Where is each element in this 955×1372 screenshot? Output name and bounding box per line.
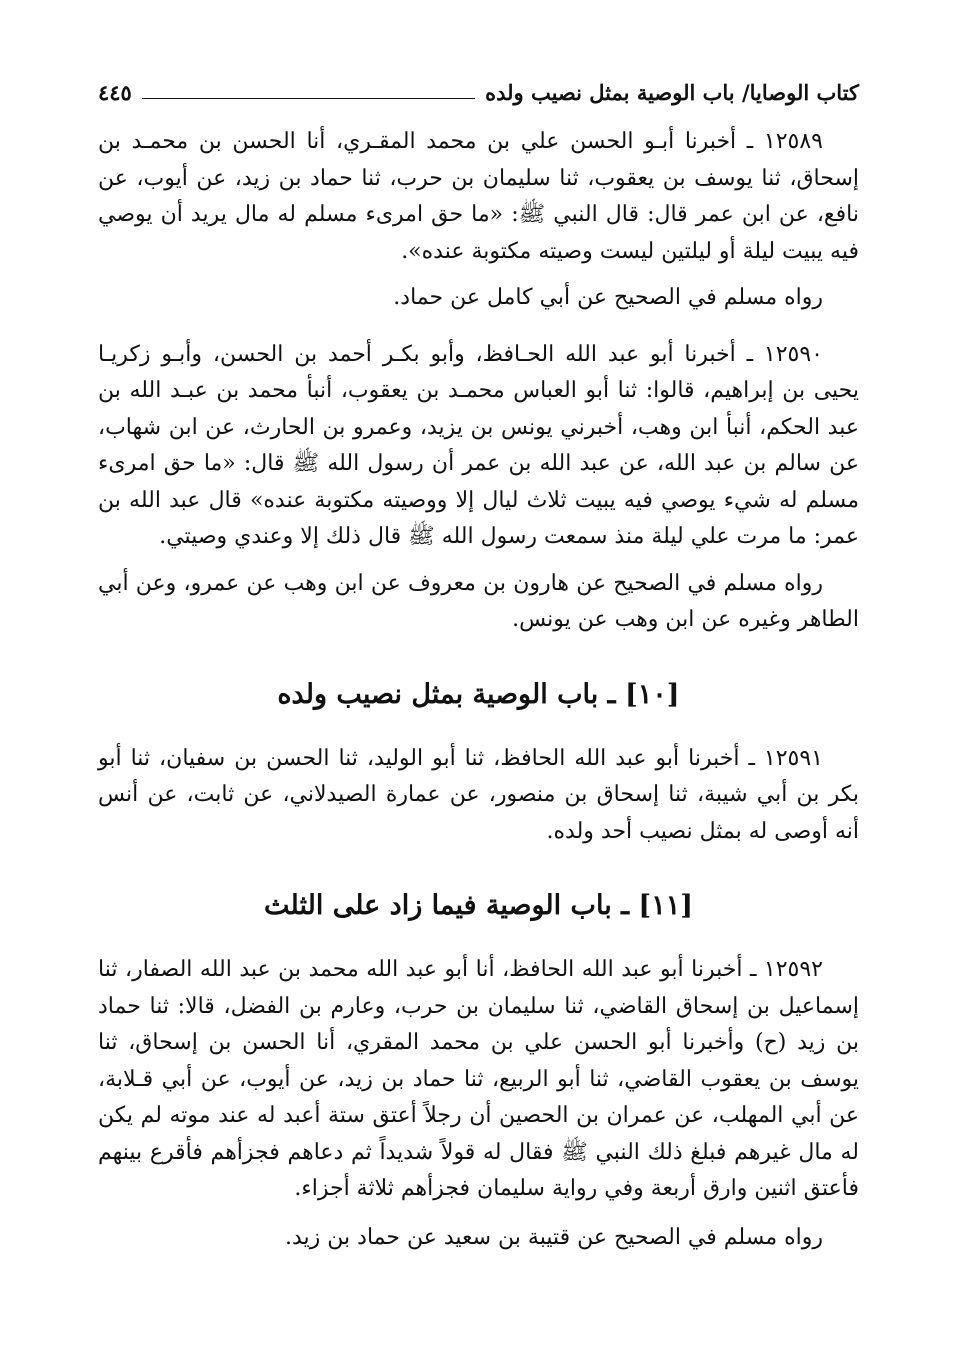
header-rule bbox=[142, 98, 475, 99]
page-body bbox=[98, 124, 859, 1256]
hadith-12590: ١٢٥٩٠ ـ أخبرنا أبو عبد الله الحـافظ، وأبو بكـر أحمد بن الحسن، وأبـو زكريـا يحيى بن إبراهيم، قالوا: ثنا أبو العباس محمـد بن يعقوب، أنبأ محمد بن عبـد الله بن عبد الحكم، أنبأ ابن وهب، أخبرني يونس بن يزيد، وعمرو بن الحارث، عن ابن شهاب، عن سالم بن عبد الله، عن عبد الله بن عمر أن رسول الله ﷺ قال: «ما حق امرىء مسلم له شيء يوصي فيه يبيت ثلاث ليال إلا ووصيته مكتوبة عنده» قال عبد الله بن عمر: ما مرت علي ليلة منذ سمعت رسول الله ﷺ قال ذلك إلا وعندي وصيتي. bbox=[98, 341, 859, 549]
page-number: ٤٤٥ bbox=[98, 79, 132, 105]
running-header bbox=[98, 72, 859, 112]
note-12590: رواه مسلم في الصحيح عن هارون بن معروف عن ابن وهب عن عمرو، وعن أبي الطاهر وغيره عن ابن وهب عن يونس. bbox=[98, 570, 859, 632]
hadith-12592: ١٢٥٩٢ ـ أخبرنا أبو عبد الله الحافظ، أنا أبو عبد الله محمد بن عبد الله الصفار، ثنا إسماعيل بن إسحاق القاضي، ثنا سليمان بن حرب، وعارم بن الفضل، قالا: ثنا حماد بن زيد (ح) وأخبرنا أبو الحسن علي بن محمد المقري، أنا الحسن بن إسحاق، ثنا يوسف بن يعقوب القاضي، ثنا أبو الربيع، ثنا حماد بن زيد، عن أيوب، عن أبي قـلابة، عن أبي المهلب، عن عمران بن الحصين أن رجلاً أعتق ستة أعبد له عند موته لم يكن له مال غيرهم فبلغ ذلك النبي ﷺ فقال له قولاً شديداً ثم دعاهم فجزأهم فأقرع بينهم فأعتق اثنين وارق أربعة وفي رواية سليمان فجزأهم ثلاثة أجزاء. bbox=[98, 957, 859, 1201]
hadith-12591: ١٢٥٩١ ـ أخبرنا أبو عبد الله الحافظ، ثنا أبو الوليد، ثنا الحسن بن سفيان، ثنا أبو بكر بن أبي شيبة، ثنا إسحاق بن منصور، عن عمارة الصيدلاني، عن ثابت، عن أنس أنه أوصى له بمثل نصيب أحد ولده. bbox=[98, 745, 859, 844]
note-12589: رواه مسلم في الصحيح عن أبي كامل عن حماد. bbox=[393, 285, 823, 310]
hadith-12589: ١٢٥٨٩ ـ أخبرنا أبـو الحسن علي بن محمد المقـري، أنا الحسن بن محمـد بن إسحاق، ثنا يوسف بن يعقوب، ثنا سليمان بن حرب، ثنا حماد بن زيد، عن أيوب، عن نافع، عن ابن عمر قال: قال النبي ﷺ: «ما حق امرىء مسلم له مال يريد أن يوصي فيه يبيت ليلة أو ليلتين ليست وصيته مكتوبة عنده». bbox=[98, 129, 859, 264]
note-12592: رواه مسلم في الصحيح عن قتيبة بن سعيد عن حماد بن زيد. bbox=[285, 1224, 823, 1250]
chapter-heading-11: [١١] ـ باب الوصية فيما زاد على الثلث bbox=[264, 890, 693, 921]
chapter-heading-10: [١٠] ـ باب الوصية بمثل نصيب ولده bbox=[277, 678, 680, 710]
running-title: كتاب الوصايا/ باب الوصية بمثل نصيب ولده bbox=[485, 79, 859, 105]
